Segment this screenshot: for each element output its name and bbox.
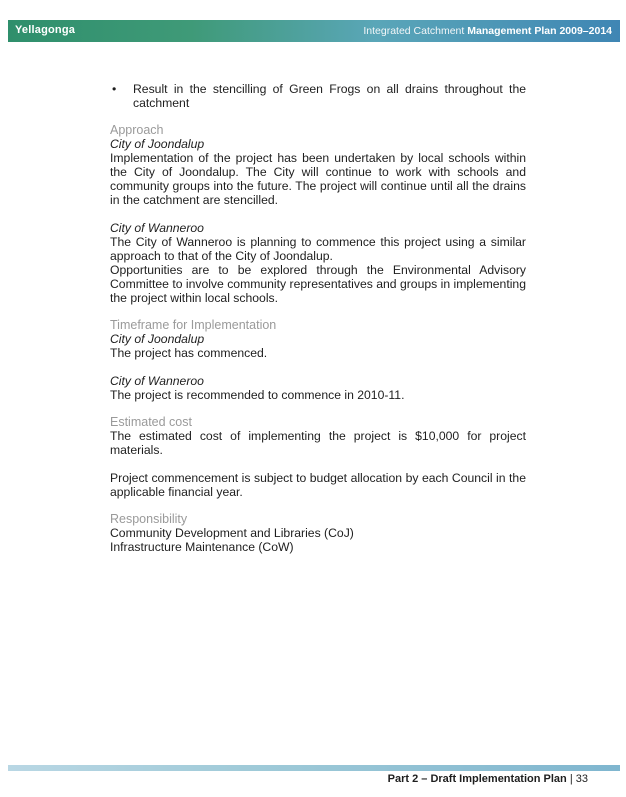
approach-heading: Approach <box>110 123 164 137</box>
header-title: Yellagonga <box>15 24 76 36</box>
header-bar <box>8 20 620 42</box>
page-number: 33 <box>575 773 588 785</box>
responsibility-heading: Responsibility <box>110 512 188 526</box>
header-plan-title <box>363 25 612 37</box>
cost-text-2: Project commencement is subject to budget allocation by each Council in the applicable financial year. <box>110 471 526 499</box>
timeframe-wanneroo-text: The project is recommended to commence in 2010-11. <box>110 388 405 402</box>
footer-bar <box>8 765 620 771</box>
header-plan-bold: Management Plan 2009–2014 <box>467 25 612 37</box>
bullet-icon: • <box>112 82 117 96</box>
timeframe-joondalup-text: The project has commenced. <box>110 346 268 360</box>
timeframe-wanneroo-subheading: City of Wanneroo <box>110 374 204 388</box>
approach-wanneroo-text-2: Opportunities are to be explored through the Environmental Advisory Committee to involve community representatives and groups in implementing the project within local schools. <box>110 263 526 305</box>
bullet-text: Result in the stencilling of Green Frogs on all drains throughout the catchment <box>133 82 526 110</box>
footer-section-title: Part 2 – Draft Implementation Plan <box>387 773 567 785</box>
footer-separator: | <box>566 773 576 785</box>
approach-joondalup-subheading: City of Joondalup <box>110 137 205 151</box>
approach-wanneroo-subheading: City of Wanneroo <box>110 221 204 235</box>
cost-heading: Estimated cost <box>110 415 192 429</box>
timeframe-heading: Timeframe for Implementation <box>110 318 277 332</box>
approach-joondalup-text: Implementation of the project has been undertaken by local schools within the City of Joondalup. The City will continue to work with schools and community groups into the future. The project will continue until all the drains in the catchment are stencilled. <box>110 151 526 207</box>
responsibility-line-1: Community Development and Libraries (CoJ) <box>110 526 354 540</box>
cost-text-1: The estimated cost of implementing the project is $10,000 for project materials. <box>110 429 526 457</box>
footer-page-label <box>388 773 588 785</box>
responsibility-line-2: Infrastructure Maintenance (CoW) <box>110 540 294 554</box>
approach-wanneroo-text-1: The City of Wanneroo is planning to commence this project using a similar approach to that of the City of Joondalup. <box>110 235 526 263</box>
bullet-item <box>110 82 526 110</box>
timeframe-joondalup-subheading: City of Joondalup <box>110 332 205 346</box>
document-body <box>110 82 526 554</box>
header-plan-prefix: Integrated Catchment <box>363 25 465 37</box>
